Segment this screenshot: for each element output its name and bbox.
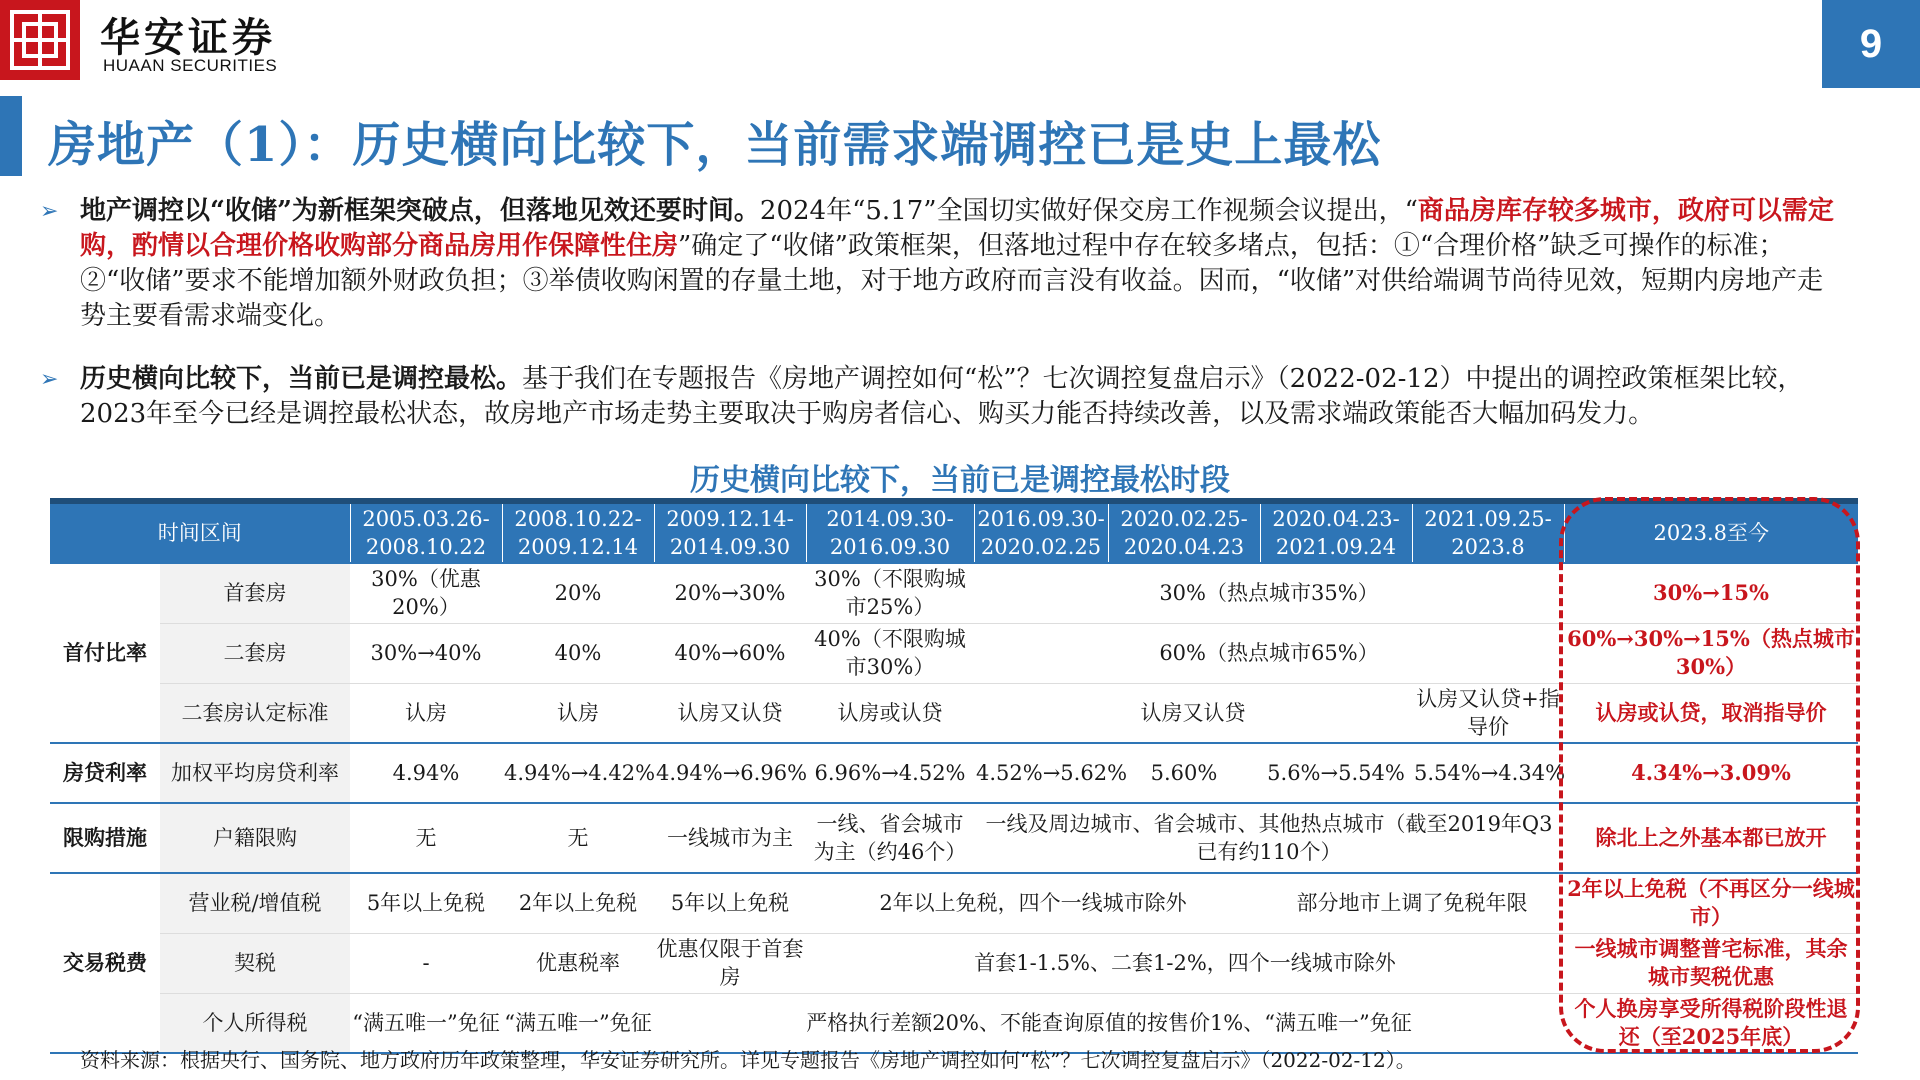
- table-cell: 4.94%: [350, 743, 502, 803]
- bullet-lead: 地产调控以“收储”为新框架突破点，但落地见效还要时间。: [80, 196, 760, 226]
- bullet-highlight: 商品房库存较多城市，政府可以需定购，酌情以合理价格收购部分商品房用作保障性住房: [80, 196, 1834, 261]
- brand-name-cn: 华安证券: [100, 14, 276, 61]
- table-cell: 2年以上免税: [502, 873, 654, 933]
- table-cell: “满五唯一”免征: [350, 993, 502, 1053]
- row-label: 个人所得税: [160, 993, 350, 1053]
- table-cell: 40%→60%: [654, 623, 806, 683]
- logo-emblem-icon: [8, 8, 72, 72]
- header-period: 2020.02.25-2020.04.23: [1108, 501, 1260, 563]
- table-cell: 一线城市为主: [654, 803, 806, 873]
- category-purchase-restriction: 限购措施: [50, 803, 160, 873]
- category-loan-rate: 房贷利率: [50, 743, 160, 803]
- row-label: 契税: [160, 933, 350, 993]
- table-cell: 4.94%→4.42%: [502, 743, 654, 803]
- bullet-body-cont: ”确定了“收储”政策框架，但落地过程中存在较多堵点，包括：①“合理价格”缺乏可操作的标准；②“收储”要求不能增加额外财政负担；③举债收购闲置的存量土地，对于地方政府而言没有收益。因而，“收储”对供给端调节尚待见效，短期内房地产走势主要看需求端变化。: [80, 231, 1824, 331]
- table-cell: 60%（热点城市65%）: [974, 623, 1564, 683]
- header-period: 2005.03.26-2008.10.22: [350, 501, 502, 563]
- table-cell-current: 2年以上免税（不再区分一线城市）: [1564, 873, 1858, 933]
- table-cell: 30%（优惠20%）: [350, 563, 502, 623]
- bullet-lead: 历史横向比较下，当前已是调控最松。: [80, 364, 523, 394]
- bullet-storage-policy: [40, 194, 1848, 334]
- row-label: 首套房: [160, 563, 350, 623]
- table-row: [50, 873, 1858, 933]
- page-number: 9: [1822, 0, 1920, 88]
- header-period-current: 2023.8至今: [1564, 501, 1858, 563]
- row-label: 二套房: [160, 623, 350, 683]
- header-period: 2009.12.14-2014.09.30: [654, 501, 806, 563]
- header-period-label: 时间区间: [50, 501, 350, 563]
- table-cell: 2年以上免税，四个一线城市除外: [806, 873, 1260, 933]
- header-period: 2021.09.25-2023.8: [1412, 501, 1564, 563]
- category-transaction-tax: 交易税费: [50, 873, 160, 1053]
- table-cell: 严格执行差额20%、不能查询原值的按售价1%、“满五唯一”免征: [654, 993, 1564, 1053]
- table-cell: 优惠税率: [502, 933, 654, 993]
- table-cell: 认房又认贷: [974, 683, 1412, 743]
- table-cell: 20%→30%: [654, 563, 806, 623]
- row-label: 营业税/增值税: [160, 873, 350, 933]
- table-cell: 30%→40%: [350, 623, 502, 683]
- table-cell-current: 个人换房享受所得税阶段性退还（至2025年底）: [1564, 993, 1858, 1053]
- table-cell: 40%（不限购城市30%）: [806, 623, 974, 683]
- table-cell: 5.60%: [1108, 743, 1260, 803]
- table-cell: 5.6%→5.54%: [1260, 743, 1412, 803]
- table-cell: 一线、省会城市为主（约46个）: [806, 803, 974, 873]
- table-cell: 部分地市上调了免税年限: [1260, 873, 1564, 933]
- header-period: 2016.09.30-2020.02.25: [974, 501, 1108, 563]
- page-title: 房地产（1）：历史横向比较下，当前需求端调控已是史上最松: [48, 117, 1382, 173]
- table-cell: 5年以上免税: [654, 873, 806, 933]
- table-cell: 认房又认贷+指导价: [1412, 683, 1564, 743]
- table-cell: 40%: [502, 623, 654, 683]
- table-cell-current: 4.34%→3.09%: [1564, 743, 1858, 803]
- table-cell: 30%（不限购城市25%）: [806, 563, 974, 623]
- table-cell-current: 30%→15%: [1564, 563, 1858, 623]
- table-cell: 4.52%→5.62%: [974, 743, 1108, 803]
- table-cell-current: 60%→30%→15%（热点城市30%）: [1564, 623, 1858, 683]
- table-row: [50, 743, 1858, 803]
- bullet-text: [48, 194, 1848, 334]
- bullet-historical-compare: [40, 362, 1848, 432]
- arrow-bullet-icon: ➢: [40, 199, 59, 224]
- table-row: [50, 623, 1858, 683]
- table-cell: 无: [350, 803, 502, 873]
- header-period: 2014.09.30-2016.09.30: [806, 501, 974, 563]
- table-row: [50, 683, 1858, 743]
- table-header-row: [50, 501, 1858, 563]
- company-logo: [0, 0, 80, 80]
- table-cell: 5年以上免税: [350, 873, 502, 933]
- brand-name-en: HUAAN SECURITIES: [103, 56, 278, 75]
- header-period: 2008.10.22-2009.12.14: [502, 501, 654, 563]
- table-row: [50, 563, 1858, 623]
- table-cell: 30%（热点城市35%）: [974, 563, 1564, 623]
- table-cell-current: 一线城市调整普宅标准，其余城市契税优惠: [1564, 933, 1858, 993]
- table-cell: -: [350, 933, 502, 993]
- table-cell: 4.94%→6.96%: [654, 743, 806, 803]
- table-row: [50, 803, 1858, 873]
- header-period: 2020.04.23-2021.09.24: [1260, 501, 1412, 563]
- table-cell: 认房或认贷: [806, 683, 974, 743]
- category-down-payment: 首付比率: [50, 563, 160, 743]
- table-cell: 无: [502, 803, 654, 873]
- bullet-body: 2024年“5.17”全国切实做好保交房工作视频会议提出，“: [759, 196, 1418, 226]
- table-row: [50, 933, 1858, 993]
- title-accent-bar: [0, 96, 22, 176]
- table-cell-current: 除北上之外基本都已放开: [1564, 803, 1858, 873]
- table-cell: 优惠仅限于首套房: [654, 933, 806, 993]
- table-cell: 认房: [502, 683, 654, 743]
- table-cell: 认房又认贷: [654, 683, 806, 743]
- row-label: 户籍限购: [160, 803, 350, 873]
- table-title: 历史横向比较下，当前已是调控最松时段: [690, 463, 1230, 498]
- bullet-text: [48, 362, 1848, 432]
- source-note: 资料来源：根据央行、国务院、地方政府历年政策整理，华安证券研究所。详见专题报告《房地产调控如何“松”？七次调控复盘启示》（2022-02-12）。: [80, 1048, 1416, 1072]
- table-cell: 6.96%→4.52%: [806, 743, 974, 803]
- table-cell: 20%: [502, 563, 654, 623]
- row-label: 二套房认定标准: [160, 683, 350, 743]
- table-cell: 首套1-1.5%、二套1-2%，四个一线城市除外: [806, 933, 1564, 993]
- row-label: 加权平均房贷利率: [160, 743, 350, 803]
- policy-comparison-table: [50, 498, 1858, 1054]
- table-cell: “满五唯一”免征: [502, 993, 654, 1053]
- arrow-bullet-icon: ➢: [40, 367, 59, 392]
- bullet-body: 基于我们在专题报告《房地产调控如何“松”？七次调控复盘启示》（2022-02-12）中提出的调控政策框架比较，2023年至今已经是调控最松状态，故房地产市场走势主要取决于购房者信心、购买力能否持续改善，以及需求端政策能否大幅加码发力。: [80, 364, 1804, 429]
- table-cell: 一线及周边城市、省会城市、其他热点城市（截至2019年Q3已有约110个）: [974, 803, 1564, 873]
- table-cell: 5.54%→4.34%: [1412, 743, 1564, 803]
- table-cell-current: 认房或认贷，取消指导价: [1564, 683, 1858, 743]
- table-cell: 认房: [350, 683, 502, 743]
